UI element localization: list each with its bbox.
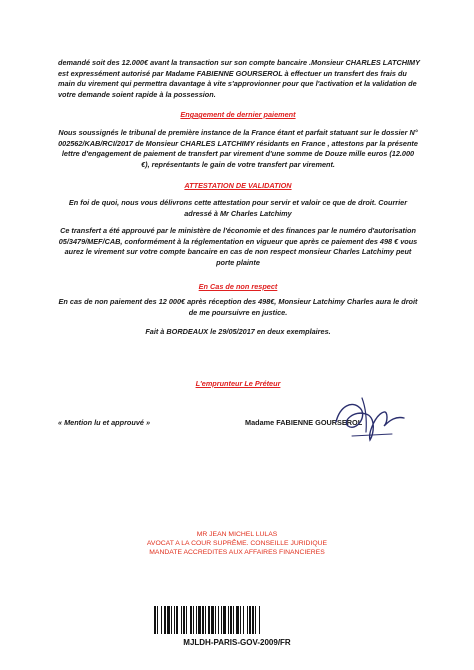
engagement-heading: Engagement de dernier paiement (180, 110, 296, 119)
non-payment-paragraph: En cas de non paiement des 12 000€ après réception des 498€, Monsieur Latchimy Charles aura le droit de me poursuivre en justice. (58, 297, 418, 317)
intro-paragraph: demandé soit des 12.000€ avant la transaction sur son compte bancaire .Monsieur CHARLES LATCHIMY est expressément autorisé par Madame FABIENNE GOURSEROL à effectuer un transfert des frais du main du virement qui permettra davantage à vite s'approvionner pour que l'activation et la validation de votre demande soient rapide à la possession. (58, 58, 420, 99)
transfer-paragraph: Ce transfert a été approuvé par le ministère de l'économie et des finances par le numéro d'autorisation 05/3479/MEF/CAB, conformément à la réglementation en vigueur que après ce paiement des 498 € vous aurez le virement sur votre compte bancaire en cas de non respect monsieur Charles Latchimy peut porte plainte (58, 226, 418, 267)
engagement-paragraph: Nous soussignés le tribunal de première instance de la France étant et parfait statuant sur le dossier N° 002562/KAB/RCI/2017 de Monsieur CHARLES LATCHIMY résidants en France , attestons par la présente lettre d'engagement de paiement de transfert par virement d'une somme de Douze mille euros (12.000 €), représentants le gain de votre transfert par virement. (58, 128, 418, 169)
handwritten-signature (330, 392, 410, 444)
barcode-label: MJLDH-PARIS-GOV-2009/FR (183, 638, 291, 647)
attestation-heading: ATTESTATION DE VALIDATION (184, 181, 292, 190)
non-respect-heading: En Cas de non respect (198, 282, 278, 291)
attestation-paragraph: En foi de quoi, nous vous délivrons cette attestation pour servir et valoir ce que de droit. Courrier adressé à Mr Charles Latchimy (68, 198, 408, 218)
barcode-graphic (152, 606, 322, 634)
stamp-line-name: MR JEAN MICHEL LULAS (196, 531, 278, 538)
done-at-line: Fait à BORDEAUX le 29/05/2017 en deux exemplaires. (145, 327, 331, 336)
stamp-line-title: AVOCAT A LA COUR SUPRÊME. CONSEILLE JURIDIQUE (146, 540, 328, 548)
stamp-line-mandate: MANDATE ACCREDITES AUX AFFAIRES FINANCIERES (149, 549, 325, 557)
borrower-lender-title: L'emprunteur Le Préteur (195, 379, 281, 388)
mention-lu-approuve: « Mention lu et approuvé » (58, 418, 151, 427)
lawyer-stamp (128, 530, 346, 558)
madame-signatory: Madame FABIENNE GOURSEROL (245, 418, 363, 427)
